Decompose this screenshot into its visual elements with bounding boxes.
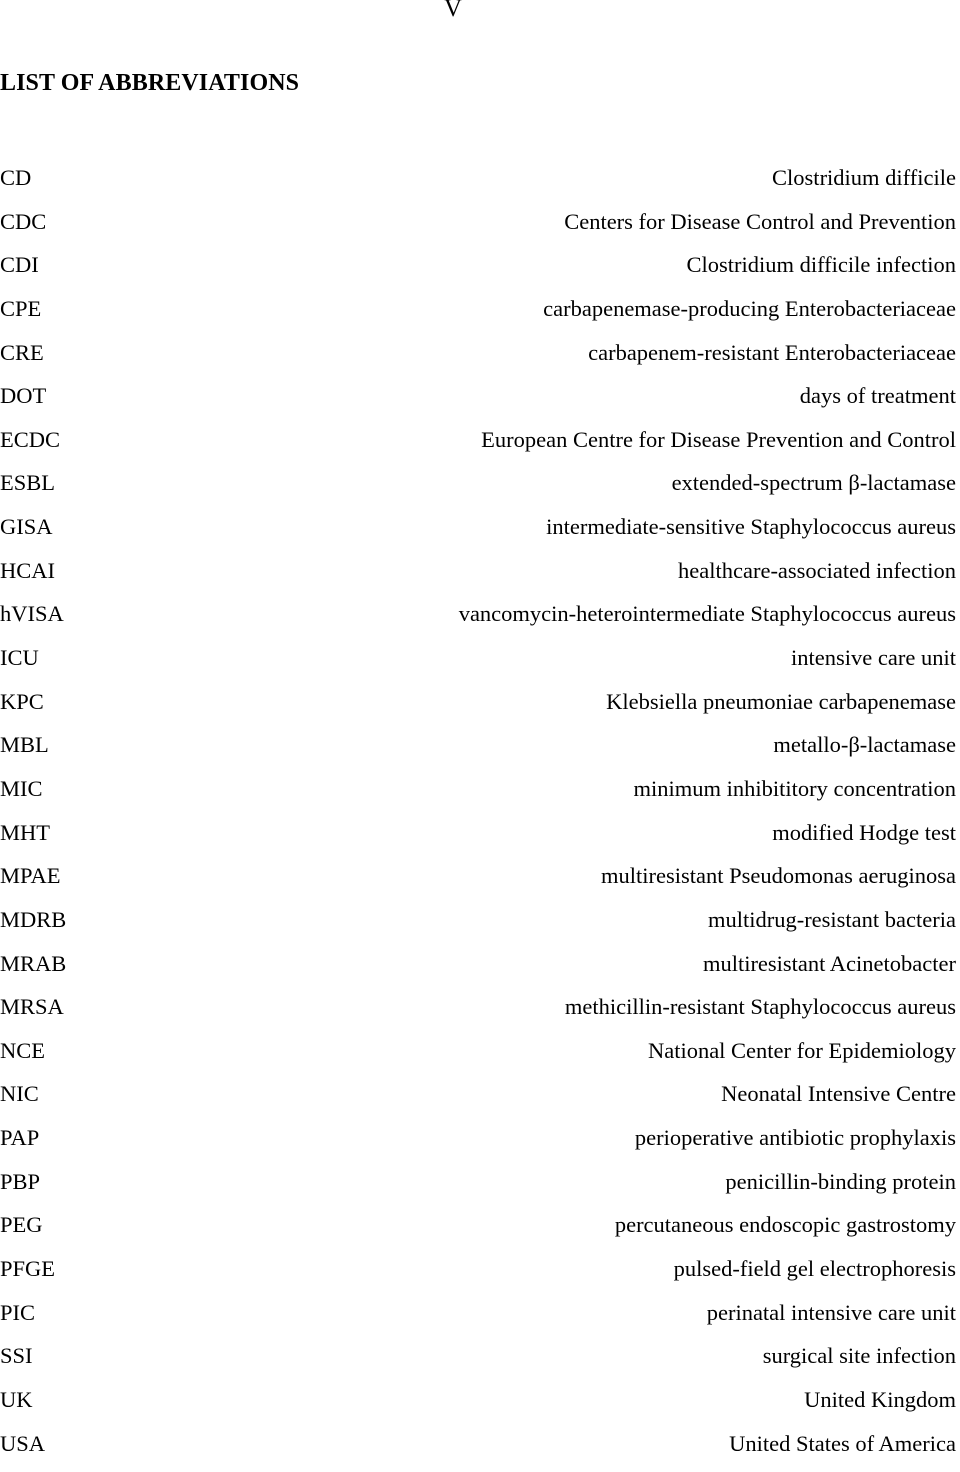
abbreviation-definition: multidrug-resistant bacteria	[707, 906, 956, 932]
abbreviation-row	[0, 949, 956, 993]
abbreviation-row	[0, 468, 956, 512]
abbreviation-definition: United States of America	[729, 1430, 956, 1456]
abbreviation-term: PEG	[0, 1212, 43, 1238]
abbreviation-definition: minimum inhibititory concentration	[633, 775, 956, 801]
abbreviation-row	[0, 861, 956, 905]
abbreviation-definition: carbapenem-resistant Enterobacteriaceae	[588, 339, 956, 365]
abbreviation-definition: perinatal intensive care unit	[706, 1299, 956, 1325]
abbreviation-row	[0, 1254, 956, 1298]
abbreviation-term: MDRB	[0, 906, 67, 932]
abbreviation-definition: percutaneous endoscopic gastrostomy	[614, 1212, 956, 1238]
abbreviation-row	[0, 207, 956, 251]
abbreviation-definition: National Center for Epidemiology	[647, 1037, 956, 1063]
abbreviation-term: CDC	[0, 208, 47, 234]
abbreviation-row	[0, 425, 956, 469]
abbreviation-definition: multiresistant Pseudomonas aeruginosa	[601, 863, 956, 889]
abbreviation-term: CDI	[0, 252, 39, 278]
abbreviation-definition: modified Hodge test	[772, 819, 956, 845]
abbreviation-row	[0, 730, 956, 774]
abbreviation-term: GISA	[0, 514, 53, 540]
abbreviation-row	[0, 338, 956, 382]
abbreviation-term: ECDC	[0, 426, 61, 452]
abbreviation-row	[0, 1079, 956, 1123]
abbreviation-definition: methicillin-resistant Staphylococcus aureus	[564, 994, 956, 1020]
abbreviation-term: PAP	[0, 1125, 40, 1151]
abbreviation-definition: Centers for Disease Control and Prevention	[564, 208, 956, 234]
abbreviation-row	[0, 1385, 956, 1429]
page-number: V	[443, 0, 463, 22]
abbreviation-row	[0, 905, 956, 949]
abbreviation-row	[0, 599, 956, 643]
abbreviation-row	[0, 163, 956, 207]
abbreviation-term: MPAE	[0, 863, 61, 889]
abbreviation-term: MIC	[0, 775, 43, 801]
abbreviation-definition: carbapenemase-producing Enterobacteriaceae	[543, 295, 956, 321]
abbreviation-term: CD	[0, 165, 32, 190]
abbreviation-row	[0, 556, 956, 600]
abbreviation-definition: vancomycin-heterointermediate Staphylococcus aureus	[458, 601, 956, 627]
abbreviation-term: SSI	[0, 1343, 33, 1369]
abbreviation-definition: United Kingdom	[804, 1386, 956, 1412]
abbreviation-term: PBP	[0, 1168, 41, 1194]
abbreviation-row	[0, 774, 956, 818]
abbreviation-definition: surgical site infection	[762, 1343, 956, 1369]
abbreviation-definition: Clostridium difficile	[772, 165, 956, 190]
abbreviation-definition: European Centre for Disease Prevention and Control	[481, 426, 956, 452]
abbreviation-row	[0, 687, 956, 731]
abbreviation-row	[0, 1167, 956, 1211]
abbreviation-term: MRAB	[0, 950, 67, 976]
abbreviation-definition: metallo-β-lactamase	[773, 732, 956, 758]
abbreviation-term: MBL	[0, 732, 49, 758]
abbreviation-term: CRE	[0, 339, 44, 365]
abbreviation-row	[0, 1210, 956, 1254]
abbreviation-row	[0, 992, 956, 1036]
abbreviation-row	[0, 250, 956, 294]
abbreviation-term: hVISA	[0, 601, 64, 627]
abbreviation-term: ESBL	[0, 470, 56, 496]
abbreviation-definition: extended-spectrum β-lactamase	[671, 470, 956, 496]
abbreviation-definition: Klebsiella pneumoniae carbapenemase	[606, 688, 956, 714]
abbreviation-term: DOT	[0, 383, 47, 409]
abbreviation-row	[0, 1298, 956, 1342]
abbreviation-definition: Neonatal Intensive Centre	[721, 1081, 956, 1107]
abbreviation-definition: multiresistant Acinetobacter	[702, 950, 956, 976]
abbreviation-definition: days of treatment	[799, 383, 956, 409]
abbreviation-term: PFGE	[0, 1256, 56, 1282]
abbreviation-row	[0, 1123, 956, 1167]
abbreviation-term: KPC	[0, 688, 44, 714]
abbreviation-definition: intermediate-sensitive Staphylococcus aureus	[546, 514, 956, 540]
abbreviation-row	[0, 818, 956, 862]
abbreviation-term: PIC	[0, 1299, 36, 1325]
abbreviation-term: UK	[0, 1386, 33, 1412]
abbreviation-term: CPE	[0, 295, 42, 321]
abbreviation-definition: pulsed-field gel electrophoresis	[673, 1256, 956, 1282]
abbreviation-row	[0, 643, 956, 687]
abbreviation-row	[0, 1036, 956, 1080]
abbreviation-list	[0, 163, 956, 1472]
page-title: LIST OF ABBREVIATIONS	[0, 70, 300, 96]
abbreviation-definition: perioperative antibiotic prophylaxis	[634, 1125, 956, 1151]
abbreviation-term: NCE	[0, 1037, 45, 1063]
abbreviation-row	[0, 294, 956, 338]
abbreviation-term: NIC	[0, 1081, 39, 1107]
abbreviation-term: HCAI	[0, 557, 55, 583]
abbreviation-term: ICU	[0, 645, 39, 671]
abbreviation-definition: Clostridium difficile infection	[686, 252, 956, 278]
abbreviation-row	[0, 512, 956, 556]
abbreviation-row	[0, 1429, 956, 1472]
abbreviation-definition: penicillin-binding protein	[725, 1168, 956, 1194]
abbreviation-term: MRSA	[0, 994, 64, 1020]
abbreviation-definition: intensive care unit	[791, 645, 956, 671]
abbreviation-term: USA	[0, 1430, 46, 1456]
abbreviation-row	[0, 1341, 956, 1385]
abbreviation-row	[0, 381, 956, 425]
abbreviation-definition: healthcare-associated infection	[678, 557, 956, 583]
abbreviation-term: MHT	[0, 819, 50, 845]
